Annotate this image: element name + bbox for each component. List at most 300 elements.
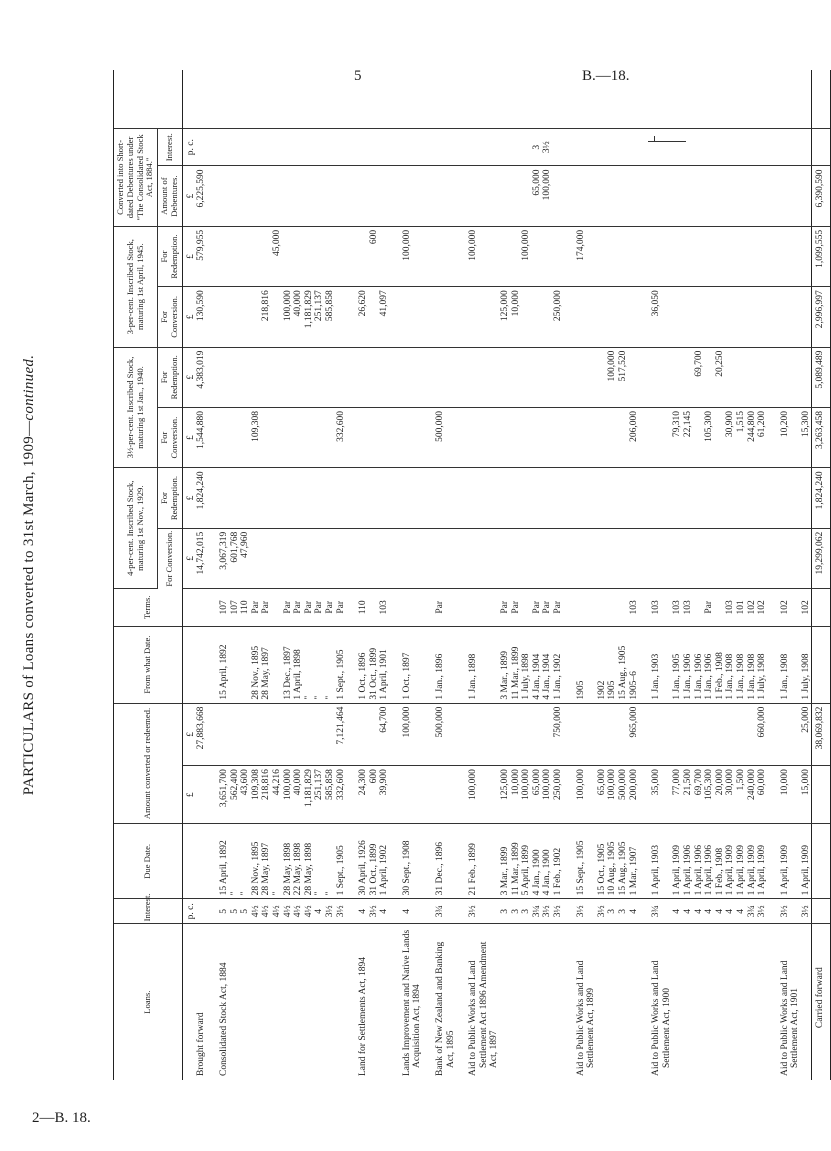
table-row: [402, 70, 423, 1080]
debenture-interest: [736, 128, 747, 165]
terms: Par: [251, 589, 262, 626]
redeem-3-5pc: [379, 347, 390, 407]
conv-3-5pc: [402, 407, 423, 467]
conv-4pc: [629, 528, 640, 588]
blank: [219, 70, 230, 128]
conv-4pc: [304, 528, 315, 588]
table-row: [293, 70, 304, 1080]
redeem-3pc: 45,000: [272, 226, 283, 286]
debentures: [283, 166, 294, 226]
table-row: [240, 70, 251, 1080]
redeem-4pc: [379, 468, 390, 528]
debentures: [553, 166, 564, 226]
conv-3pc: 26,620: [358, 287, 369, 347]
col-3-5pc-conversion: For Conversion.: [158, 407, 183, 467]
amount: 105,300: [704, 766, 715, 824]
table-row: [283, 70, 294, 1080]
due-date: 1 April, 1903: [651, 824, 672, 899]
blank: [511, 70, 522, 128]
loan-name: [272, 924, 283, 1080]
interest-rate: 4: [725, 899, 736, 924]
debenture-interest: [293, 128, 304, 165]
debenture-interest: [379, 128, 390, 165]
loan-name: Aid to Public Works and Land Settlement Act 1896 Amendment Act, 1897: [468, 941, 500, 1076]
interest-rate: 4: [715, 899, 726, 924]
conv-3-5pc: [694, 407, 705, 467]
blank: [597, 70, 608, 128]
due-date: 1 April, 1909: [757, 824, 768, 899]
conv-3pc: [715, 287, 726, 347]
total-3pc-redemption: 1,099,555: [812, 226, 831, 286]
debenture-interest: [240, 128, 251, 165]
from-date: 1 Jan., 1908: [736, 626, 747, 703]
debentures: [261, 166, 272, 226]
table-row: [196, 70, 207, 1080]
redeem-4pc: [468, 468, 500, 528]
redeem-4pc: [801, 468, 812, 528]
blank: [272, 70, 283, 128]
redeem-3-5pc: 20,250: [715, 347, 726, 407]
amount-subtotal: 750,000: [553, 703, 564, 765]
group-3-5pc: 3½-per-cent. Inscribed Stock, maturing 1st Jan., 1940.: [114, 347, 158, 468]
redeem-4pc: [607, 468, 618, 528]
title-main: PARTICULARS of Loans converted to 31st March, 1909—: [21, 420, 37, 796]
from-date: [272, 626, 283, 703]
conv-4pc: [757, 528, 768, 588]
amount: [435, 766, 456, 824]
spacer-row: [564, 70, 576, 1080]
from-date: 15 Aug., 1905: [618, 626, 629, 703]
redeem-4pc: [283, 468, 294, 528]
debenture-interest: 3½: [542, 128, 553, 165]
blank: [369, 70, 380, 128]
conv-3pc: [629, 287, 640, 347]
interest-rate: 3¾: [747, 899, 758, 924]
table-row: [694, 70, 705, 1080]
amount-subtotal: [240, 703, 251, 765]
due-date: 1 April, 1909: [780, 824, 801, 899]
debentures: [500, 166, 511, 226]
table-row: [532, 70, 543, 1080]
amount-subtotal: [304, 703, 315, 765]
blank: [500, 70, 511, 128]
loan-name: [304, 924, 315, 1080]
amount-subtotal: 660,000: [757, 703, 768, 765]
terms: [196, 589, 207, 626]
debenture-interest: [358, 128, 369, 165]
due-date: 4 Jan., 1900: [542, 824, 553, 899]
table-row: [629, 70, 640, 1080]
amount: 65,000: [532, 766, 543, 824]
interest-rate: 3½: [336, 899, 347, 924]
blank: [747, 70, 758, 128]
amount: 69,700: [694, 766, 705, 824]
redeem-3-5pc: [725, 347, 736, 407]
amount-subtotal: [651, 703, 672, 765]
loan-name: [553, 924, 564, 1080]
redeem-3-5pc: [283, 347, 294, 407]
due-date: 15 Aug., 1905: [618, 824, 629, 899]
debenture-interest: [402, 128, 423, 165]
amount: 125,000: [500, 766, 511, 824]
conv-4pc: [715, 528, 726, 588]
col-debenture-amount: Amount of Debentures.: [158, 166, 183, 226]
table-row: [521, 70, 532, 1080]
spacer-row: [346, 70, 358, 1080]
terms: Par: [500, 589, 511, 626]
debentures: [757, 166, 768, 226]
debentures: [736, 166, 747, 226]
table-row: [251, 70, 262, 1080]
table-row: [651, 70, 672, 1080]
spacer-row: [390, 70, 402, 1080]
conv-4pc: [251, 528, 262, 588]
redeem-4pc: [736, 468, 747, 528]
unit-pound: £: [182, 407, 196, 467]
conv-3pc: [757, 287, 768, 347]
from-date: 1 July, 1908: [757, 626, 768, 703]
debentures: [618, 166, 629, 226]
redeem-3pc: [511, 226, 522, 286]
conv-3-5pc: 500,000: [435, 407, 456, 467]
conv-4pc: [532, 528, 543, 588]
interest-rate: 5: [230, 899, 241, 924]
redeem-3pc: [651, 226, 672, 286]
blank: [780, 70, 801, 128]
redeem-3pc: [325, 226, 336, 286]
redeem-3pc: 100,000: [402, 226, 423, 286]
conv-3pc: 41,097: [379, 287, 390, 347]
conv-4pc: [468, 528, 500, 588]
due-date: 3 Mar., 1899: [500, 824, 511, 899]
due-date: 5 April, 1899: [521, 824, 532, 899]
terms: 110: [358, 589, 369, 626]
blank: [402, 70, 423, 128]
amount-subtotal: 64,700: [379, 703, 390, 765]
conv-3-5pc: [283, 407, 294, 467]
amount-subtotal: [683, 703, 694, 765]
debentures: [672, 166, 683, 226]
conv-4pc: [597, 528, 608, 588]
redeem-3-5pc: [369, 347, 380, 407]
loan-name: [500, 924, 511, 1080]
redeem-3-5pc: [757, 347, 768, 407]
conv-3pc: [683, 287, 694, 347]
unit-pound: £: [182, 468, 196, 528]
debenture-interest: [511, 128, 522, 165]
blank: [757, 70, 768, 128]
redeem-4pc: [325, 468, 336, 528]
conv-3pc: [780, 287, 801, 347]
from-date: [240, 626, 251, 703]
redeem-4pc: [358, 468, 369, 528]
from-date: 1905: [607, 626, 618, 703]
debenture-interest: 3: [532, 128, 543, 165]
from-date: 1 July, 1908: [801, 626, 812, 703]
signature-mark: 2—B. 18.: [32, 1110, 91, 1126]
debentures: [521, 166, 532, 226]
loan-name: [532, 924, 543, 1080]
amount-subtotal: [715, 703, 726, 765]
blank: [358, 70, 369, 128]
due-date: ": [325, 824, 336, 899]
blank: [715, 70, 726, 128]
amount: 1,500: [736, 766, 747, 824]
due-date: 1 April, 1906: [694, 824, 705, 899]
total-amount: 38,069,832: [812, 703, 831, 765]
amount: 562,400: [230, 766, 241, 824]
debentures: [597, 166, 608, 226]
terms: Par: [435, 589, 456, 626]
blank: [196, 70, 207, 128]
loan-name: [694, 924, 705, 1080]
from-date: 15 April, 1892: [219, 626, 230, 703]
table-row: [304, 70, 315, 1080]
loan-name: [336, 924, 347, 1080]
redeem-4pc: [683, 468, 694, 528]
amount-subtotal: [532, 703, 543, 765]
conv-4pc: [511, 528, 522, 588]
redeem-4pc: [618, 468, 629, 528]
due-date: 4 Jan., 1900: [532, 824, 543, 899]
amount: 24,300: [358, 766, 369, 824]
due-date: 28 May, 1897: [261, 824, 272, 899]
terms: Par: [293, 589, 304, 626]
table-row: [597, 70, 608, 1080]
amount: 332,600: [336, 766, 347, 824]
amount: 77,000: [672, 766, 683, 824]
table-row: [261, 70, 272, 1080]
loan-name: [715, 924, 726, 1080]
interest-rate: 5: [219, 899, 230, 924]
table-row: [704, 70, 715, 1080]
from-date: 31 Oct., 1899: [369, 626, 380, 703]
conv-3-5pc: [369, 407, 380, 467]
terms: Par: [314, 589, 325, 626]
blank: [293, 70, 304, 128]
amount-subtotal: [694, 703, 705, 765]
due-date: 1 April, 1909: [747, 824, 758, 899]
from-date: 1 Oct., 1896: [358, 626, 369, 703]
conv-4pc: [402, 528, 423, 588]
redeem-3pc: [618, 226, 629, 286]
blank: [521, 70, 532, 128]
from-date: 28 May, 1897: [261, 626, 272, 703]
conv-4pc: [336, 528, 347, 588]
table-row: [325, 70, 336, 1080]
debentures: [607, 166, 618, 226]
amount-subtotal: 100,000: [402, 703, 423, 765]
table-row: [747, 70, 758, 1080]
redeem-4pc: [369, 468, 380, 528]
total-4pc-redemption: 1,824,240: [812, 468, 831, 528]
from-date: ": [325, 626, 336, 703]
conv-3pc: [435, 287, 456, 347]
interest-rate: 4: [402, 899, 423, 924]
loan-name: [672, 924, 683, 1080]
blank: [468, 70, 500, 128]
debenture-interest: [314, 128, 325, 165]
redeem-3pc: [629, 226, 640, 286]
from-date: 13 Dec., 1897: [283, 626, 294, 703]
interest-rate: 3½: [468, 899, 500, 924]
conv-3pc: [532, 287, 543, 347]
redeem-3pc: [542, 226, 553, 286]
blank: [801, 70, 812, 128]
conv-3pc: [704, 287, 715, 347]
debenture-interest: [435, 128, 456, 165]
redeem-3-5pc: [468, 347, 500, 407]
due-date: 28 May, 1898: [283, 824, 294, 899]
amount: 100,000: [468, 766, 500, 824]
redeem-3-5pc: [240, 347, 251, 407]
conv-4pc: [500, 528, 511, 588]
terms: 103: [725, 589, 736, 626]
amount: 15,000: [801, 766, 812, 824]
loan-name: Land for Settlements Act, 1894: [358, 957, 369, 1076]
unit-pound: £: [182, 226, 196, 286]
amount: 3,651,700: [219, 766, 230, 824]
redeem-3-5pc: [651, 347, 672, 407]
redeem-3pc: 100,000: [521, 226, 532, 286]
amount: 100,000: [521, 766, 532, 824]
terms: 103: [672, 589, 683, 626]
terms: 103: [379, 589, 390, 626]
redeem-4pc: [597, 468, 608, 528]
terms: 101: [736, 589, 747, 626]
loan-name: [240, 924, 251, 1080]
redeem-3-5pc: [219, 347, 230, 407]
debenture-interest: [500, 128, 511, 165]
loan-name: Consolidated Stock Act, 1884: [218, 962, 229, 1076]
interest-rate: 5: [240, 899, 251, 924]
due-date: 1 Sept., 1905: [336, 824, 347, 899]
amount: 250,000: [553, 766, 564, 824]
debentures: [272, 166, 283, 226]
blank: [651, 70, 672, 128]
redeem-3-5pc: [704, 347, 715, 407]
amount-subtotal: [704, 703, 715, 765]
loan-name: Aid to Public Works and Land Settlement Act, 1900: [651, 960, 672, 1076]
debenture-interest: [683, 128, 694, 165]
due-date: 15 Oct., 1905: [597, 824, 608, 899]
debentures: [725, 166, 736, 226]
terms: [618, 589, 629, 626]
terms: [272, 589, 283, 626]
interest-rate: 4½: [293, 899, 304, 924]
from-date: 1 Jan., 1902: [553, 626, 564, 703]
debentures: [369, 166, 380, 226]
amount-subtotal: [314, 703, 325, 765]
unit-pound: £: [182, 528, 196, 588]
terms: 107: [230, 589, 241, 626]
from-date: 1 Sept., 1905: [336, 626, 347, 703]
due-date: 30 Sept., 1908: [402, 824, 423, 899]
due-date: 1 April, 1902: [379, 824, 390, 899]
amount: 43,600: [240, 766, 251, 824]
debentures: [629, 166, 640, 226]
blank: [576, 70, 597, 128]
amount-subtotal: [736, 703, 747, 765]
due-date: 31 Oct., 1899: [369, 824, 380, 899]
debentures: [694, 166, 705, 226]
redeem-4pc: [314, 468, 325, 528]
amount: 20,000: [715, 766, 726, 824]
units-row: [182, 70, 196, 1080]
amount: 35,000: [651, 766, 672, 824]
redeem-3pc: 600: [369, 226, 380, 286]
conv-4pc: [672, 528, 683, 588]
due-date: 10 Aug., 1905: [607, 824, 618, 899]
debenture-interest: [694, 128, 705, 165]
table-row: [672, 70, 683, 1080]
amount: 109,308: [251, 766, 262, 824]
amount-subtotal: [521, 703, 532, 765]
col-amount: Amount converted or redeemed.: [114, 703, 183, 824]
table-row: [219, 70, 230, 1080]
conv-4pc: [379, 528, 390, 588]
terms: Par: [553, 589, 564, 626]
table-row: [435, 70, 456, 1080]
amount: 500,000: [618, 766, 629, 824]
from-date: 1 July, 1898: [521, 626, 532, 703]
blank: [553, 70, 564, 128]
redeem-4pc: [240, 468, 251, 528]
redeem-4pc: [219, 468, 230, 528]
interest-rate: 3: [521, 899, 532, 924]
debenture-interest: [607, 128, 618, 165]
spacer-row: [423, 70, 435, 1080]
conv-3-5pc: 332,600: [336, 407, 347, 467]
conv-3-5pc: [240, 407, 251, 467]
amount: 100,000: [576, 766, 597, 824]
conv-3pc: [402, 287, 423, 347]
conv-3pc: [597, 287, 608, 347]
blank: [683, 70, 694, 128]
amount: 30,000: [725, 766, 736, 824]
conv-4pc: 3,067,319: [219, 528, 230, 588]
interest-rate: 3¾: [435, 899, 456, 924]
amount: 100,000: [283, 766, 294, 824]
terms: [369, 589, 380, 626]
redeem-4pc: [336, 468, 347, 528]
due-date: 1 April, 1909: [801, 824, 812, 899]
due-date: ": [230, 824, 241, 899]
redeem-3-5pc: 517,520: [618, 347, 629, 407]
loan-name: [369, 924, 380, 1080]
conv-3-5pc: [521, 407, 532, 467]
redeem-3pc: [304, 226, 315, 286]
conv-3-5pc: [261, 407, 272, 467]
conv-4pc: [358, 528, 369, 588]
from-date: [230, 626, 241, 703]
amount: 40,000: [293, 766, 304, 824]
amount: 39,900: [379, 766, 390, 824]
conv-4pc: [780, 528, 801, 588]
redeem-3pc: [500, 226, 511, 286]
redeem-3-5pc: [293, 347, 304, 407]
due-date: 1 Mar., 1907: [629, 824, 640, 899]
group-4pc: 4-per-cent. Inscribed Stock, maturing 1st Nov., 1929.: [114, 468, 158, 589]
due-date: 1 Feb., 1902: [553, 824, 564, 899]
due-date: 31 Dec., 1896: [435, 824, 456, 899]
conv-3-5pc: [651, 407, 672, 467]
terms: [715, 589, 726, 626]
amount: [196, 766, 207, 824]
loan-name: [607, 924, 618, 1080]
conv-4pc: [314, 528, 325, 588]
conv-4pc: [272, 528, 283, 588]
